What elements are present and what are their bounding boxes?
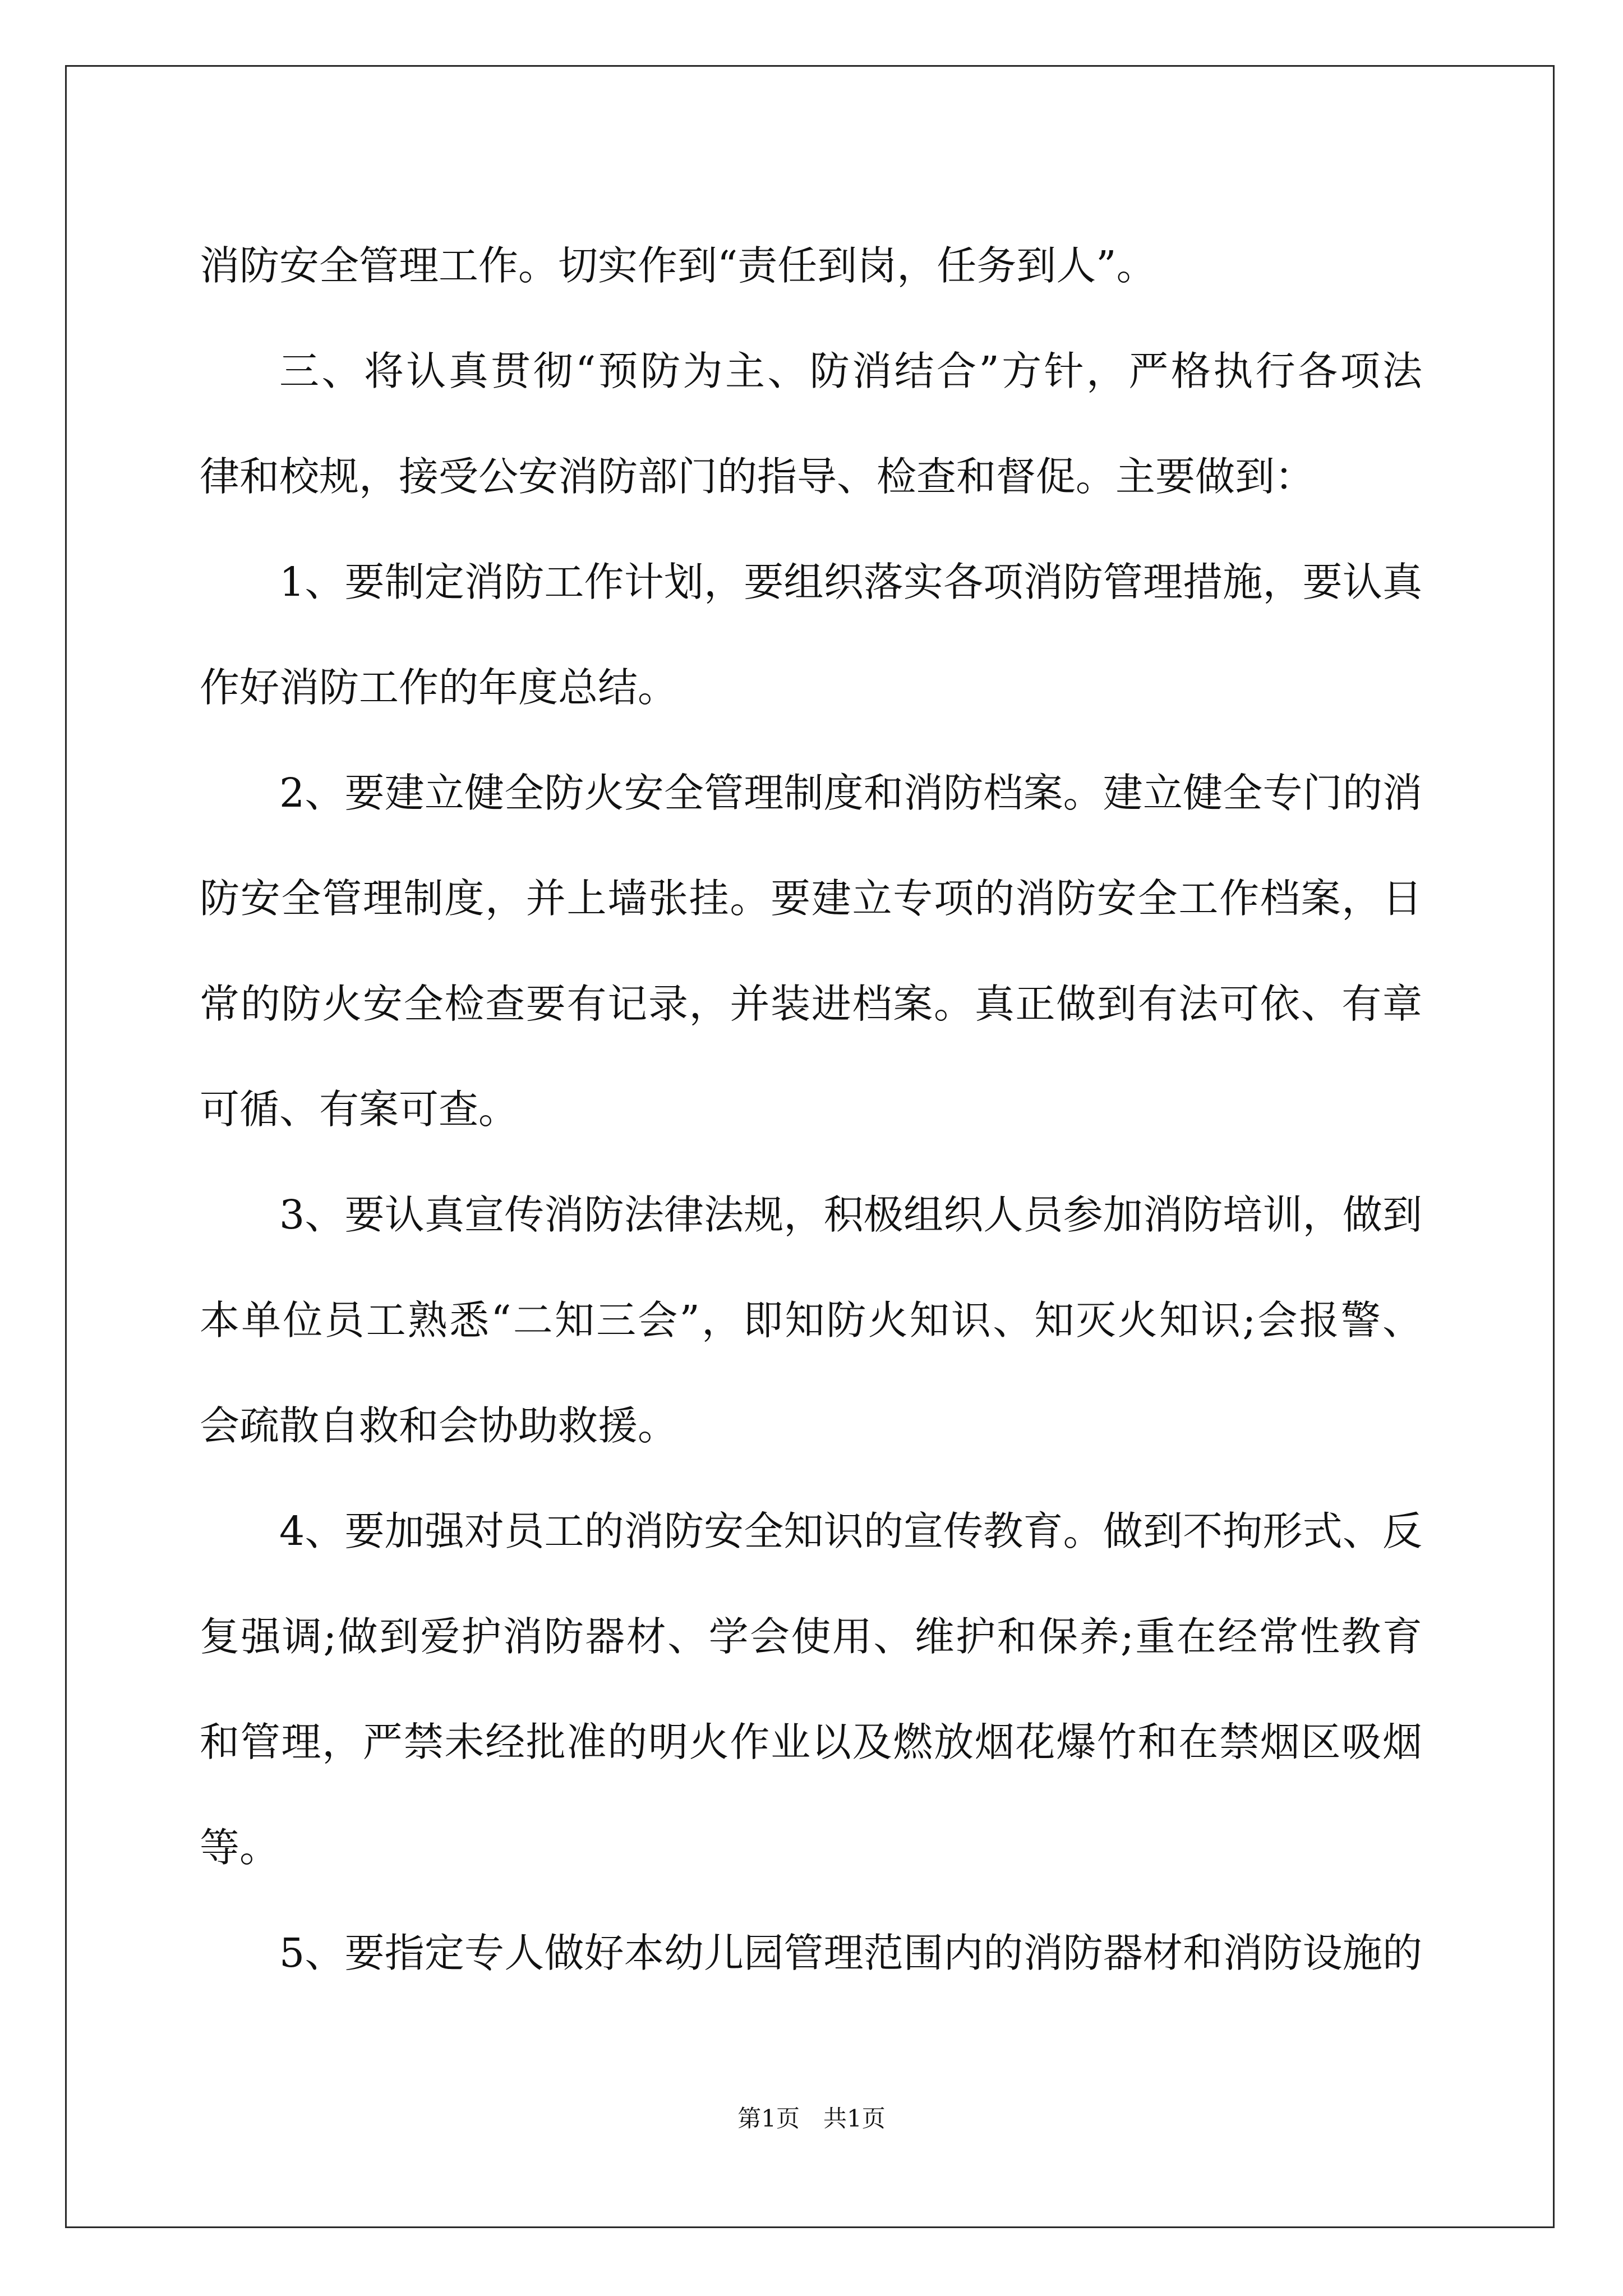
paragraph-line: 消防安全管理工作。切实作到“责任到岗，任务到人”。	[200, 242, 1156, 289]
document-body	[200, 213, 1422, 2006]
paragraph-line: 可循、有案可查。	[200, 1086, 519, 1133]
paragraph-line: 复强调;做到爱护消防器材、学会使用、维护和保养;重在经常性教育	[200, 1613, 1422, 1660]
page-footer: 第1页 共1页	[737, 2105, 886, 2132]
paragraph-line: 2、要建立健全防火安全管理制度和消防档案。建立健全专门的消	[279, 770, 1422, 816]
paragraph-line: 等。	[200, 1824, 280, 1871]
paragraph-line: 5、要指定专人做好本幼儿园管理范围内的消防器材和消防设施的	[279, 1930, 1422, 1976]
paragraph-line: 常的防火安全检查要有记录，并装进档案。真正做到有法可依、有章	[200, 981, 1422, 1027]
paragraph-line: 3、要认真宣传消防法律法规，积极组织人员参加消防培训，做到	[279, 1191, 1422, 1238]
paragraph-line: 三、将认真贯彻“预防为主、防消结合”方针，严格执行各项法	[279, 348, 1422, 394]
paragraph-line: 和管理，严禁未经批准的明火作业以及燃放烟花爆竹和在禁烟区吸烟	[200, 1719, 1422, 1765]
paragraph-line: 防安全管理制度，并上墙张挂。要建立专项的消防安全工作档案，日	[200, 875, 1422, 922]
paragraph-line: 律和校规，接受公安消防部门的指导、检查和督促。主要做到：	[200, 453, 1315, 500]
paragraph-line: 4、要加强对员工的消防安全知识的宣传教育。做到不拘形式、反	[279, 1508, 1422, 1554]
paragraph-line: 1、要制定消防工作计划，要组织落实各项消防管理措施，要认真	[279, 559, 1422, 605]
paragraph-line: 作好消防工作的年度总结。	[200, 664, 678, 711]
paragraph-line: 会疏散自救和会协助救援。	[200, 1402, 678, 1449]
paragraph-line: 本单位员工熟悉“二知三会”，即知防火知识、知灭火知识;会报警、	[200, 1297, 1422, 1343]
